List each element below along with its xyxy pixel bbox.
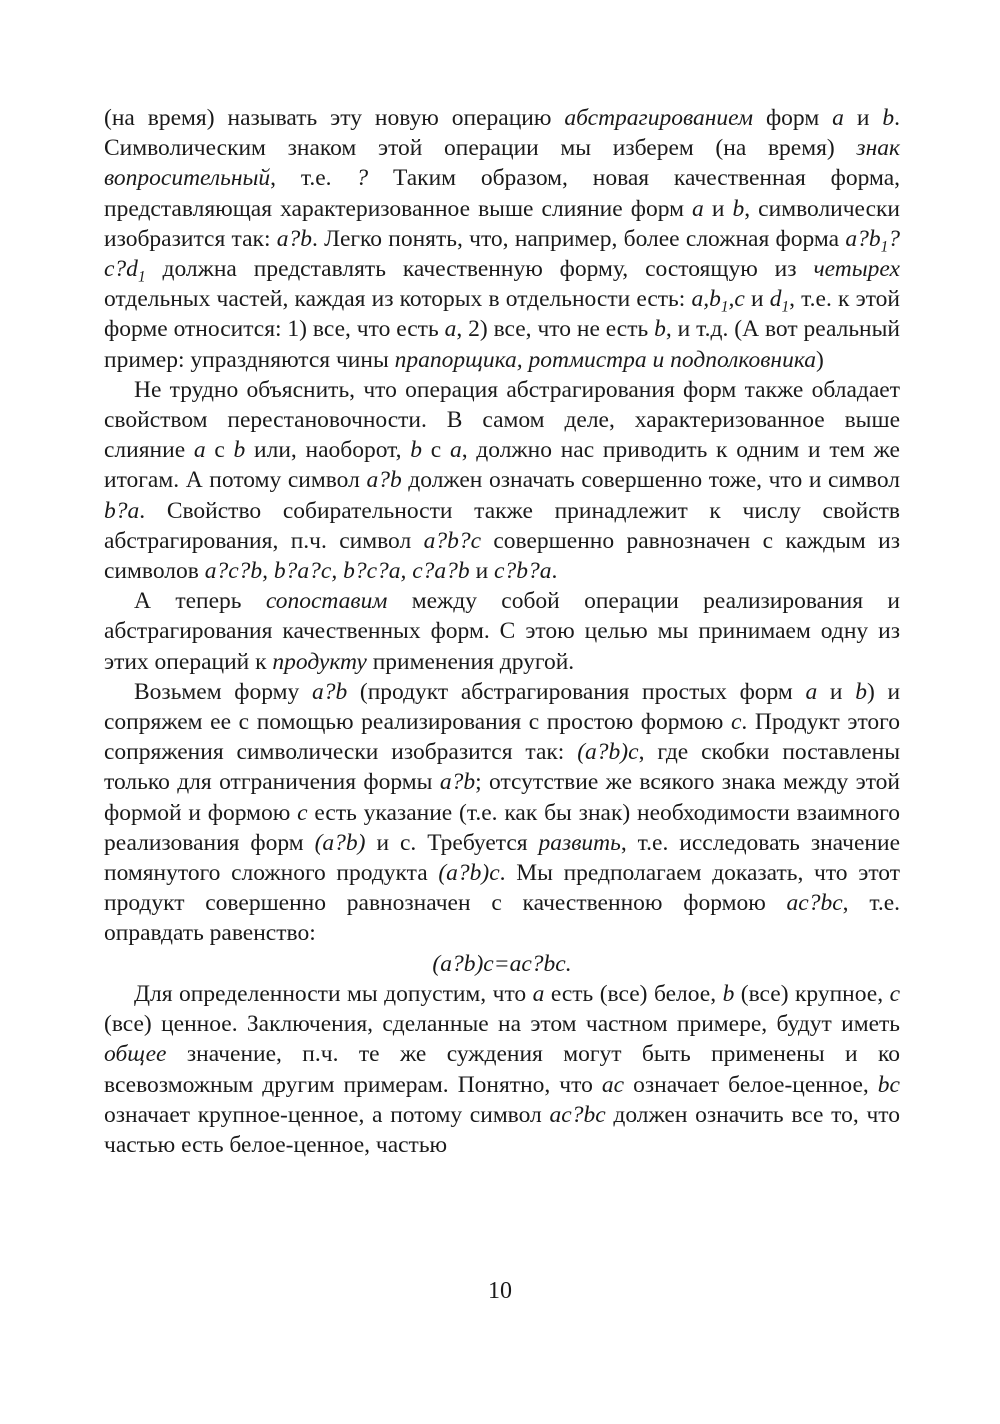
- italic-text: ac?bc: [549, 1101, 606, 1128]
- text-run: и: [843, 105, 883, 131]
- italic-text: (a?b): [314, 829, 366, 856]
- text-run: (все) ценное. Заключения, сделанные на этом частном примере, будут иметь: [104, 1011, 900, 1038]
- italic-text: a: [532, 980, 545, 1007]
- text-run: означает белое-ценное,: [624, 1071, 878, 1098]
- italic-text: b?a: [104, 497, 140, 524]
- text-run: , должно нас приводить к одним и тем же итогам. А потому символ: [104, 437, 900, 494]
- italic-text: развить: [538, 829, 621, 856]
- text-run: и: [469, 558, 495, 585]
- text-run: и: [703, 195, 733, 222]
- italic-text: знак вопросительный: [104, 135, 900, 192]
- italic-text: a?b: [276, 225, 313, 252]
- italic-text: ?: [356, 165, 369, 192]
- text-run: и: [744, 286, 770, 313]
- text-run: .: [551, 558, 558, 585]
- text-run: . Мы предполагаем доказать, что этот продукт совершенно равнозначен с качественною формою: [104, 860, 900, 917]
- page-body: [104, 103, 900, 1160]
- italic-text: a: [832, 105, 844, 131]
- text-run: . Легко понять, что, например, более сложная форма: [312, 225, 846, 252]
- italic-text: b: [233, 437, 246, 464]
- italic-text: d: [769, 286, 782, 313]
- paragraph: [104, 677, 900, 949]
- text-run: и: [817, 678, 856, 705]
- text-run: с: [205, 437, 234, 464]
- text-run: с: [422, 437, 450, 464]
- paragraph: [104, 375, 900, 586]
- text-run: совершенно равнозначен с каждым из символов: [104, 527, 900, 585]
- text-run: Таким образом, новая качественная форма, представляющая характеризованное выше слияние форм: [104, 165, 900, 222]
- text-run: . Продукт этого сопряжения символически изобразится так:: [104, 709, 900, 766]
- italic-text: (a?b)c: [577, 739, 639, 766]
- text-run: значение, п.ч. те же суждения могут быть применены и ко всевозможным другим примерам. Понятно, что: [104, 1041, 900, 1098]
- text-run: есть указание (т.е. как бы знак) необходимости взаимного реализования форм: [104, 799, 900, 856]
- italic-text: bc: [877, 1071, 900, 1098]
- italic-text: c: [297, 799, 308, 826]
- italic-text: b: [410, 437, 423, 464]
- text-run: , символически изобразится так:: [104, 195, 901, 252]
- text-run: , 2) все, что не есть: [456, 316, 655, 343]
- text-run: должна представлять качественную форму, состоящую из: [145, 256, 814, 283]
- page-number: 10: [488, 1278, 512, 1304]
- text-run: . Символическим знаком этой операции мы изберем (на время): [104, 105, 901, 162]
- italic-text: b: [882, 105, 895, 131]
- text-run: есть (все) белое,: [544, 980, 723, 1007]
- italic-text: a: [692, 195, 704, 222]
- text-run: , т.е. оправдать равенство:: [104, 890, 901, 947]
- text-run: , т.е. к этой форме относится: 1) все, что есть: [104, 286, 900, 343]
- text-run: ; отсутствие же всякого знака между этой формой и формою: [104, 769, 900, 826]
- text-run: и с. Требуется: [365, 829, 539, 856]
- italic-text: b: [732, 195, 745, 222]
- text-run: Возьмем форму: [134, 678, 312, 705]
- italic-text: a: [449, 437, 462, 464]
- formula: (a?b)c=ac?bc.: [432, 950, 572, 977]
- italic-text: (a?b)c: [438, 860, 500, 887]
- paragraph: [104, 103, 900, 375]
- italic-text: сопоставим: [265, 588, 388, 615]
- paragraphs-before: [104, 103, 900, 949]
- italic-text: 1: [137, 268, 146, 286]
- italic-text: a?b: [366, 467, 402, 494]
- text-run: применения другой.: [366, 648, 575, 675]
- text-run: (все) крупное,: [734, 980, 890, 1007]
- text-run: , т.е.: [270, 165, 357, 192]
- text-run: или, наоборот,: [245, 437, 411, 464]
- italic-text: ac?bc: [786, 890, 843, 917]
- italic-text: a?b: [439, 769, 476, 796]
- italic-text: общее: [104, 1041, 167, 1068]
- italic-text: a?c?b, b?a?c, b?c?a, c?a?b: [204, 558, 470, 585]
- italic-text: b: [654, 316, 666, 343]
- text-run: , и т.д. (А вот реальный пример: упраздняются чины: [104, 316, 900, 373]
- italic-text: ac: [601, 1071, 625, 1098]
- italic-text: ?c?d: [104, 225, 900, 283]
- italic-text: 1: [720, 298, 729, 316]
- italic-text: c: [889, 980, 900, 1007]
- text-run: , т.е. исследовать значение помянутого сложного продукта: [104, 829, 900, 887]
- text-run: Для определенности мы допустим, что: [134, 980, 533, 1007]
- paragraph: [104, 979, 900, 1160]
- text-run: должен означать совершенно тоже, что и символ: [401, 467, 900, 494]
- italic-text: продукту: [272, 648, 367, 675]
- italic-text: a?b: [845, 225, 881, 252]
- italic-text: a: [193, 437, 206, 464]
- italic-text: b: [722, 980, 735, 1007]
- italic-text: b: [855, 678, 867, 705]
- italic-text: абстрагированием: [564, 105, 753, 131]
- italic-text: 1: [781, 298, 790, 316]
- text-run: , где скобки поставлены только для отграничения формы: [104, 739, 900, 796]
- italic-text: a?b: [311, 678, 348, 705]
- text-run: . Свойство собирательности также принадлежит к числу свойств абстрагирования, п.ч. символ: [104, 497, 900, 554]
- italic-text: a: [444, 316, 457, 343]
- paragraphs-after: [104, 979, 900, 1160]
- text-run: должен означить все то, что частью есть белое-ценное, частью: [104, 1101, 900, 1158]
- text-run: отдельных частей, каждая из которых в отдельности есть:: [104, 286, 692, 313]
- text-run: (на время) называть эту новую операцию: [104, 105, 565, 131]
- italic-text: c: [730, 709, 742, 736]
- italic-text: a?b?c: [423, 527, 481, 554]
- italic-text: ,c: [728, 286, 745, 313]
- text-run: между собой операции реализирования и абстрагирования качественных форм. С этою целью мы принимаем одну из этих операций к: [104, 588, 900, 675]
- paragraph: [104, 586, 900, 677]
- italic-text: c?b?a: [494, 558, 552, 585]
- italic-text: четырех: [813, 256, 900, 283]
- text-run: (продукт абстрагирования простых форм: [347, 678, 806, 705]
- italic-text: a,b: [691, 286, 721, 313]
- text-run: Не трудно объяснить, что операция абстрагирования форм также обладает свойством перестановочности. В самом деле, характеризованное выше слияние: [104, 376, 900, 464]
- italic-text: 1: [880, 238, 889, 256]
- text-run: А теперь: [134, 588, 266, 615]
- text-run: ): [816, 346, 824, 373]
- italic-text: a: [805, 678, 818, 705]
- text-run: означает крупное-ценное, а потому символ: [104, 1101, 550, 1128]
- text-run: форм: [753, 105, 833, 131]
- italic-text: прапорщика, ротмистра и подполковника: [394, 346, 816, 373]
- text-run: ) и сопряжем ее с помощью реализирования с простою формою: [104, 678, 901, 736]
